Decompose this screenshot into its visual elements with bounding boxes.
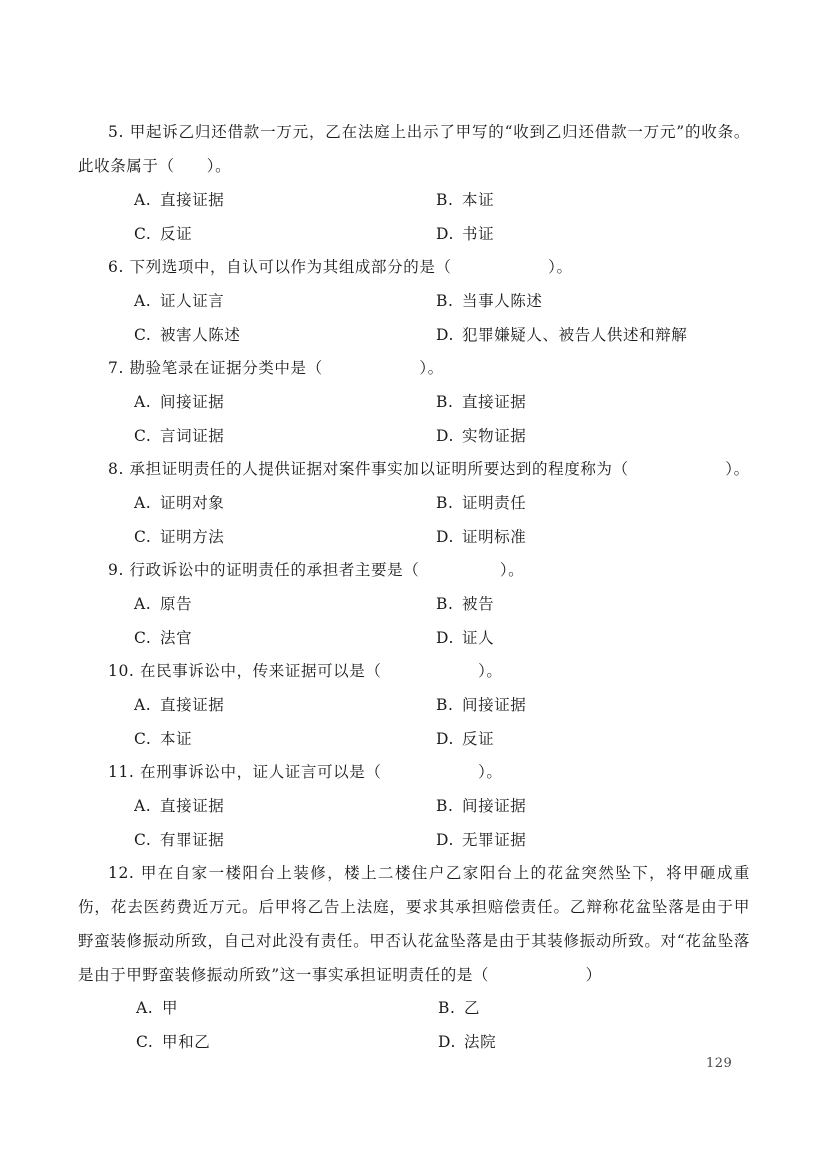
question-9-option-c xyxy=(134,626,192,650)
question-5-option-d xyxy=(436,222,494,246)
option-text: 间接证据 xyxy=(462,797,527,815)
question-10-option-d xyxy=(436,727,494,751)
question-6-option-b xyxy=(436,289,543,313)
option-text: 本证 xyxy=(160,730,193,748)
question-7-option-d xyxy=(436,424,526,448)
question-10-option-c xyxy=(134,727,192,751)
option-text: 证明责任 xyxy=(462,494,527,512)
question-9-option-d xyxy=(436,626,494,650)
option-text: 证人证言 xyxy=(160,292,225,310)
option-letter: B. xyxy=(436,292,454,310)
option-letter: D. xyxy=(436,225,455,243)
question-7-option-a xyxy=(134,390,224,414)
question-8-stem: 8. 承担证明责任的人提供证据对案件事实加以证明所要达到的程度称为（ ）。 xyxy=(108,460,750,478)
option-text: 证明方法 xyxy=(160,528,225,546)
option-text: 间接证据 xyxy=(462,696,527,714)
option-text: 无罪证据 xyxy=(462,831,527,849)
option-letter: C. xyxy=(134,831,152,849)
question-12-option-a xyxy=(136,996,178,1020)
option-letter: B. xyxy=(436,595,454,613)
option-letter: D. xyxy=(436,629,455,647)
option-text: 当事人陈述 xyxy=(462,292,543,310)
question-11-option-d xyxy=(436,828,526,852)
option-letter: A. xyxy=(134,494,152,512)
question-5-option-b xyxy=(436,188,494,212)
question-6-option-c xyxy=(134,323,241,347)
option-letter: D. xyxy=(436,831,455,849)
option-text: 书证 xyxy=(462,225,495,243)
option-text: 直接证据 xyxy=(160,797,225,815)
option-letter: C. xyxy=(134,528,152,546)
question-8-option-c xyxy=(134,525,224,549)
question-8-option-d xyxy=(436,525,526,549)
option-text: 犯罪嫌疑人、被告人供述和辩解 xyxy=(462,326,688,344)
option-letter: C. xyxy=(134,730,152,748)
option-text: 被告 xyxy=(462,595,495,613)
option-letter: D. xyxy=(436,730,455,748)
question-11-option-b xyxy=(436,794,526,818)
option-text: 实物证据 xyxy=(462,427,527,445)
option-letter: B. xyxy=(436,494,454,512)
question-7-option-c xyxy=(134,424,224,448)
question-11-stem: 11. 在刑事诉讼中，证人证言可以是（ ）。 xyxy=(108,763,503,781)
option-letter: B. xyxy=(438,999,456,1017)
option-letter: D. xyxy=(436,427,455,445)
option-letter: C. xyxy=(136,1033,154,1051)
question-11-option-a xyxy=(134,794,224,818)
option-text: 乙 xyxy=(464,999,481,1017)
question-7-stem: 7. 勘验笔录在证据分类中是（ ）。 xyxy=(108,359,444,377)
option-letter: B. xyxy=(436,191,454,209)
option-letter: B. xyxy=(436,393,454,411)
question-6-option-a xyxy=(134,289,224,313)
option-text: 甲和乙 xyxy=(162,1033,211,1051)
option-letter: C. xyxy=(134,225,152,243)
question-12-option-b xyxy=(438,996,480,1020)
option-text: 直接证据 xyxy=(160,191,225,209)
option-letter: B. xyxy=(436,696,454,714)
option-letter: C. xyxy=(134,629,152,647)
question-12-option-c xyxy=(136,1030,210,1054)
option-text: 直接证据 xyxy=(160,696,225,714)
option-text: 直接证据 xyxy=(462,393,527,411)
page-number: 129 xyxy=(706,1056,733,1071)
question-12-stem: 12. 甲在自家一楼阳台上装修，楼上二楼住户乙家阳台上的花盆突然坠下，将甲砸成重伤，花去医药费近万元。后甲将乙告上法庭，要求其承担赔偿责任。乙辩称花盆坠落是由于甲野蛮装修振动所致，自己对此没有责任。甲否认花盆坠落是由于其装修振动所致。对“花盆坠落是由于甲野蛮装修振动所致”这一事实承担证明责任的是（ ） xyxy=(78,864,750,984)
question-5-stem: 5. 甲起诉乙归还借款一万元，乙在法庭上出示了甲写的“收到乙归还借款一万元”的收条。此收条属于（ ）。 xyxy=(78,123,750,175)
option-letter: C. xyxy=(134,326,152,344)
option-text: 言词证据 xyxy=(160,427,225,445)
option-letter: B. xyxy=(436,797,454,815)
option-letter: D. xyxy=(436,528,455,546)
option-text: 间接证据 xyxy=(160,393,225,411)
question-9-stem: 9. 行政诉讼中的证明责任的承担者主要是（ ）。 xyxy=(108,561,525,579)
question-5-option-a xyxy=(134,188,224,212)
option-letter: A. xyxy=(134,696,152,714)
question-7-option-b xyxy=(436,390,526,414)
option-text: 反证 xyxy=(160,225,193,243)
option-text: 原告 xyxy=(160,595,193,613)
option-text: 证明对象 xyxy=(160,494,225,512)
option-letter: D. xyxy=(438,1033,457,1051)
question-11-option-c xyxy=(134,828,224,852)
option-letter: A. xyxy=(134,797,152,815)
question-6-stem: 6. 下列选项中，自认可以作为其组成部分的是（ ）。 xyxy=(108,258,573,276)
question-10-option-a xyxy=(134,693,224,717)
option-letter: A. xyxy=(134,393,152,411)
option-text: 甲 xyxy=(162,999,179,1017)
question-5-option-c xyxy=(134,222,192,246)
question-9-option-b xyxy=(436,592,494,616)
option-text: 有罪证据 xyxy=(160,831,225,849)
option-text: 证明标准 xyxy=(462,528,527,546)
option-text: 证人 xyxy=(462,629,495,647)
option-letter: D. xyxy=(436,326,455,344)
option-letter: C. xyxy=(134,427,152,445)
option-text: 法官 xyxy=(160,629,193,647)
option-letter: A. xyxy=(136,999,154,1017)
option-text: 反证 xyxy=(462,730,495,748)
question-10-option-b xyxy=(436,693,526,717)
question-12-option-d xyxy=(438,1030,496,1054)
question-10-stem: 10. 在民事诉讼中，传来证据可以是（ ）。 xyxy=(108,662,503,680)
question-8-option-a xyxy=(134,491,224,515)
question-8-option-b xyxy=(436,491,526,515)
question-6-option-d xyxy=(436,323,687,347)
option-letter: A. xyxy=(134,595,152,613)
option-text: 被害人陈述 xyxy=(160,326,241,344)
option-text: 法院 xyxy=(464,1033,497,1051)
option-text: 本证 xyxy=(462,191,495,209)
question-9-option-a xyxy=(134,592,192,616)
option-letter: A. xyxy=(134,191,152,209)
option-letter: A. xyxy=(134,292,152,310)
